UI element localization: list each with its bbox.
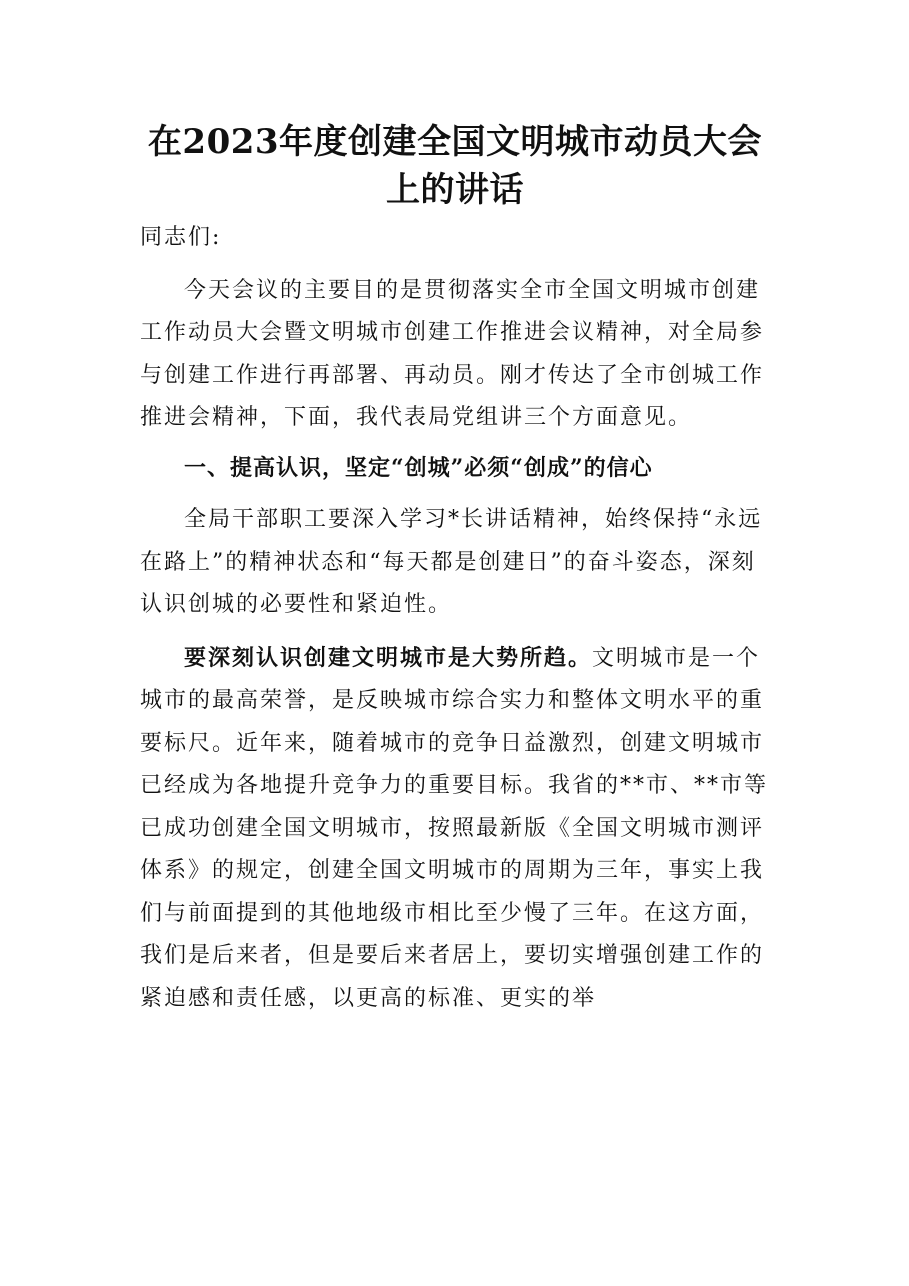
section-heading-1: 一、提高认识，坚定“创城”必须“创成”的信心 bbox=[184, 454, 653, 481]
paragraph-awareness: 全局干部职工要深入学习*长讲话精神，始终保持“永远在路上”的精神状态和“每天都是创建日”的奋斗姿态，深刻认识创城的必要性和紧迫性。 bbox=[140, 507, 763, 617]
salutation: 同志们: bbox=[140, 225, 222, 250]
document-title bbox=[140, 118, 770, 214]
document-body bbox=[140, 217, 770, 1020]
title-line-1: 在2023年度创建全国文明城市动员大会 bbox=[147, 122, 763, 162]
paragraph-trend bbox=[140, 637, 770, 1021]
paragraph-lead-sentence: 要深刻认识创建文明城市是大势所趋。 bbox=[184, 644, 593, 671]
title-line-2: 上的讲话 bbox=[386, 170, 524, 210]
paragraph-intro: 今天会议的主要目的是贯彻落实全市全国文明城市创建工作动员大会暨文明城市创建工作推进会议精神，对全局参与创建工作进行再部署、再动员。刚才传达了全市创城工作推进会精神，下面，我代表局党组讲三个方面意见。 bbox=[140, 277, 765, 430]
paragraph-body-text: 文明城市是一个城市的最高荣誉，是反映城市综合实力和整体文明水平的重要标尺。近年来，随着城市的竞争日益激烈，创建文明城市已经成为各地提升竞争力的重要目标。我省的**市、**市等已成功创建全国文明城市，按照最新版《全国文明城市测评体系》的规定，创建全国文明城市的周期为三年，事实上我们与前面提到的其他地级市相比至少慢了三年。在这方面，我们是后来者，但是要后来者居上，要切实增强创建工作的紧迫感和责任感，以更高的标准、更实的举 bbox=[140, 645, 769, 1011]
